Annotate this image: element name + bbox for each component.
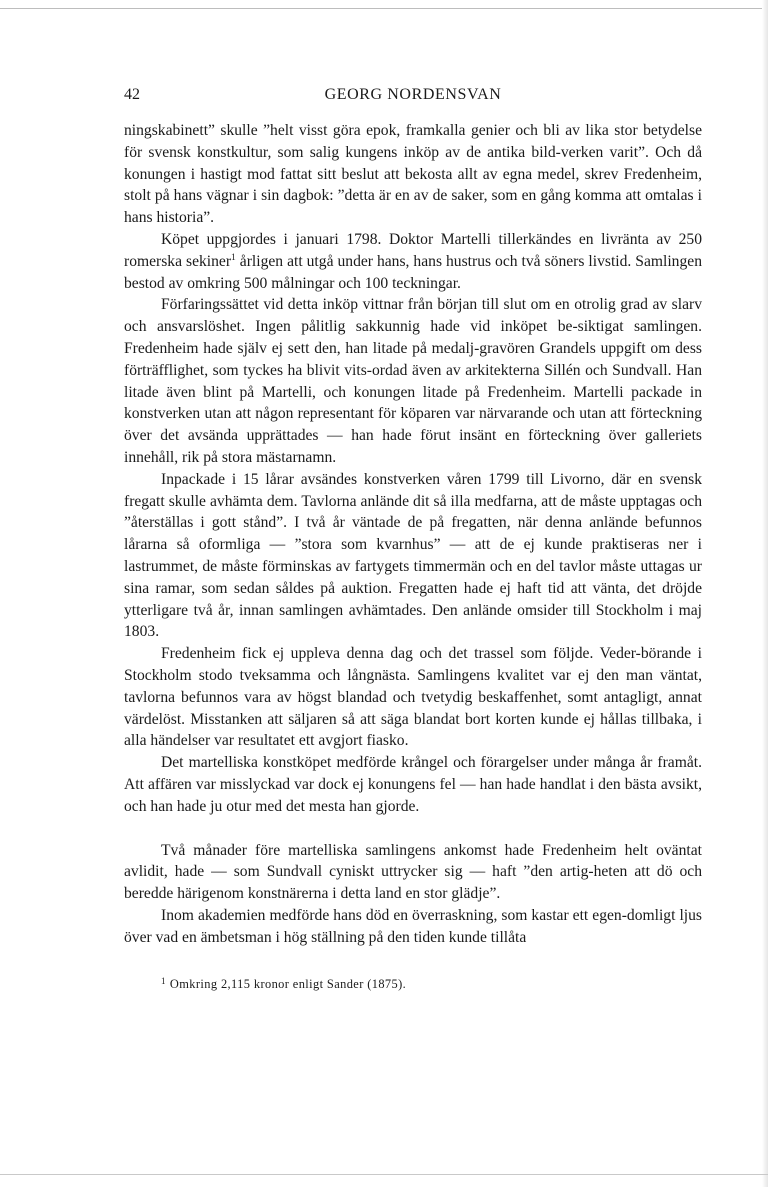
footnote-marker: 1 xyxy=(161,976,166,986)
paragraph-2 xyxy=(124,229,702,294)
footnote xyxy=(161,973,701,992)
paragraph-6: Det martelliska konstköpet medförde krångel och förargelser under många år framåt. Att affären var misslyckad var dock ej konungens fel — han hade handlat i den bästa avsikt, och han hade ju otur med det mesta han gjorde. xyxy=(124,754,702,815)
paragraph-2-text-a: Köpet uppgjordes i januari 1798. Doktor Martelli tillerkändes en livränta av 250 romerska sekiner xyxy=(124,230,702,270)
page-header xyxy=(124,86,702,108)
paragraph-3: Förfaringssättet vid detta inköp vittnar från början till slut om en otrolig grad av slarv och ansvarslöshet. Ingen pålitlig sakkunnig hade vid inköpet be-siktigat samlingen. Fredenheim hade själv ej sett den, han litade på medalj-gravören Grandels uppgift om dess förträfflighet, som tyckes ha blivit vits-ordad även av arkitekterna Sillén och Sundvall. Han litade även blint på Martelli, och konungen litade på Fredenheim. Martelli packade in konstverken utan att någon representant för köparen var närvarande och utan att förteckning över det avsända upprättades — han hade förut insänt en förteckning över galleriets innehåll, rik på stora mästarnamn. xyxy=(124,296,702,466)
footnote-reference: 1 xyxy=(231,252,236,263)
paragraph-7: Två månader före martelliska samlingens ankomst hade Fredenheim helt oväntat avlidit, hade — som Sundvall cyniskt uttrycker sig — haft ”den artig-heten att dö och beredde härigenom konstnärerna i detta land en stor glädje”. xyxy=(124,841,702,903)
paragraph-8: Inom akademien medförde hans död en överraskning, som kastar ett egen-domligt ljus över vad en ämbetsman i hög ställning på den tiden kunde tillåta xyxy=(124,906,702,946)
scan-bottom-edge xyxy=(0,1174,768,1175)
section-break xyxy=(124,818,702,840)
page-number: 42 xyxy=(124,86,140,103)
scan-right-edge xyxy=(762,0,768,1187)
body-text xyxy=(124,120,702,948)
footnote-text: Omkring 2,115 kronor enligt Sander (1875). xyxy=(169,977,407,991)
paragraph-4: Inpackade i 15 lårar avsändes konstverken våren 1799 till Livorno, där en svensk fregatt skulle avhämta dem. Tavlorna anlände dit så illa medfarna, att de måste upptagas och ”återställas i gott stånd”. I två år väntade de på fregatten, när denna anlände befunnos lårarna så oformliga — ”stora som kvarnhus” — att de ej kunde praktiseras ner i lastrummet, de måste förminskas av fartygets timmermän och en del tavlor måste uttagas ur sina ramar, som sedan såldes på auktion. Fregatten hade ej haft tid att vänta, det dröjde ytterligare två år, innan samlingen avhämtades. Den anlände omsider till Stockholm i maj 1803. xyxy=(124,470,702,641)
running-title: GEORG NORDENSVAN xyxy=(324,86,502,103)
scan-top-edge xyxy=(0,8,768,9)
paragraph-1: ningskabinett” skulle ”helt visst göra epok, framkalla genier och bli av lika stor betydelse för svensk konstkultur, som salig kungens inköp av de antika bild-verken varit”. Och då konungen i hastigt mod fattat sitt beslut att bekosta allt av egna medel, skrev Fredenheim, stolt på hans vägnar i sin dagbok: ”detta är en av de saker, som en gång komma att omtalas i hans historia”. xyxy=(124,122,702,227)
paragraph-2-text-b: årligen att utgå under hans, hans hustrus och två söners livstid. Samlingen bestod av omkring 500 målningar och 100 teckningar. xyxy=(124,252,702,292)
paragraph-5: Fredenheim fick ej uppleva denna dag och det trassel som följde. Veder-börande i Stockholm stodo tveksamma och långnästa. Samlingens kvalitet var ej den man väntat, tavlorna befunnos vara av högst blandad och tvetydig beskaffenhet, somt antagligt, annat värdelöst. Misstanken att säljaren så att säga blandat bort korten kunde ej hållas tillbaka, i alla händelser var resultatet ett avgjort fiasko. xyxy=(124,645,702,750)
